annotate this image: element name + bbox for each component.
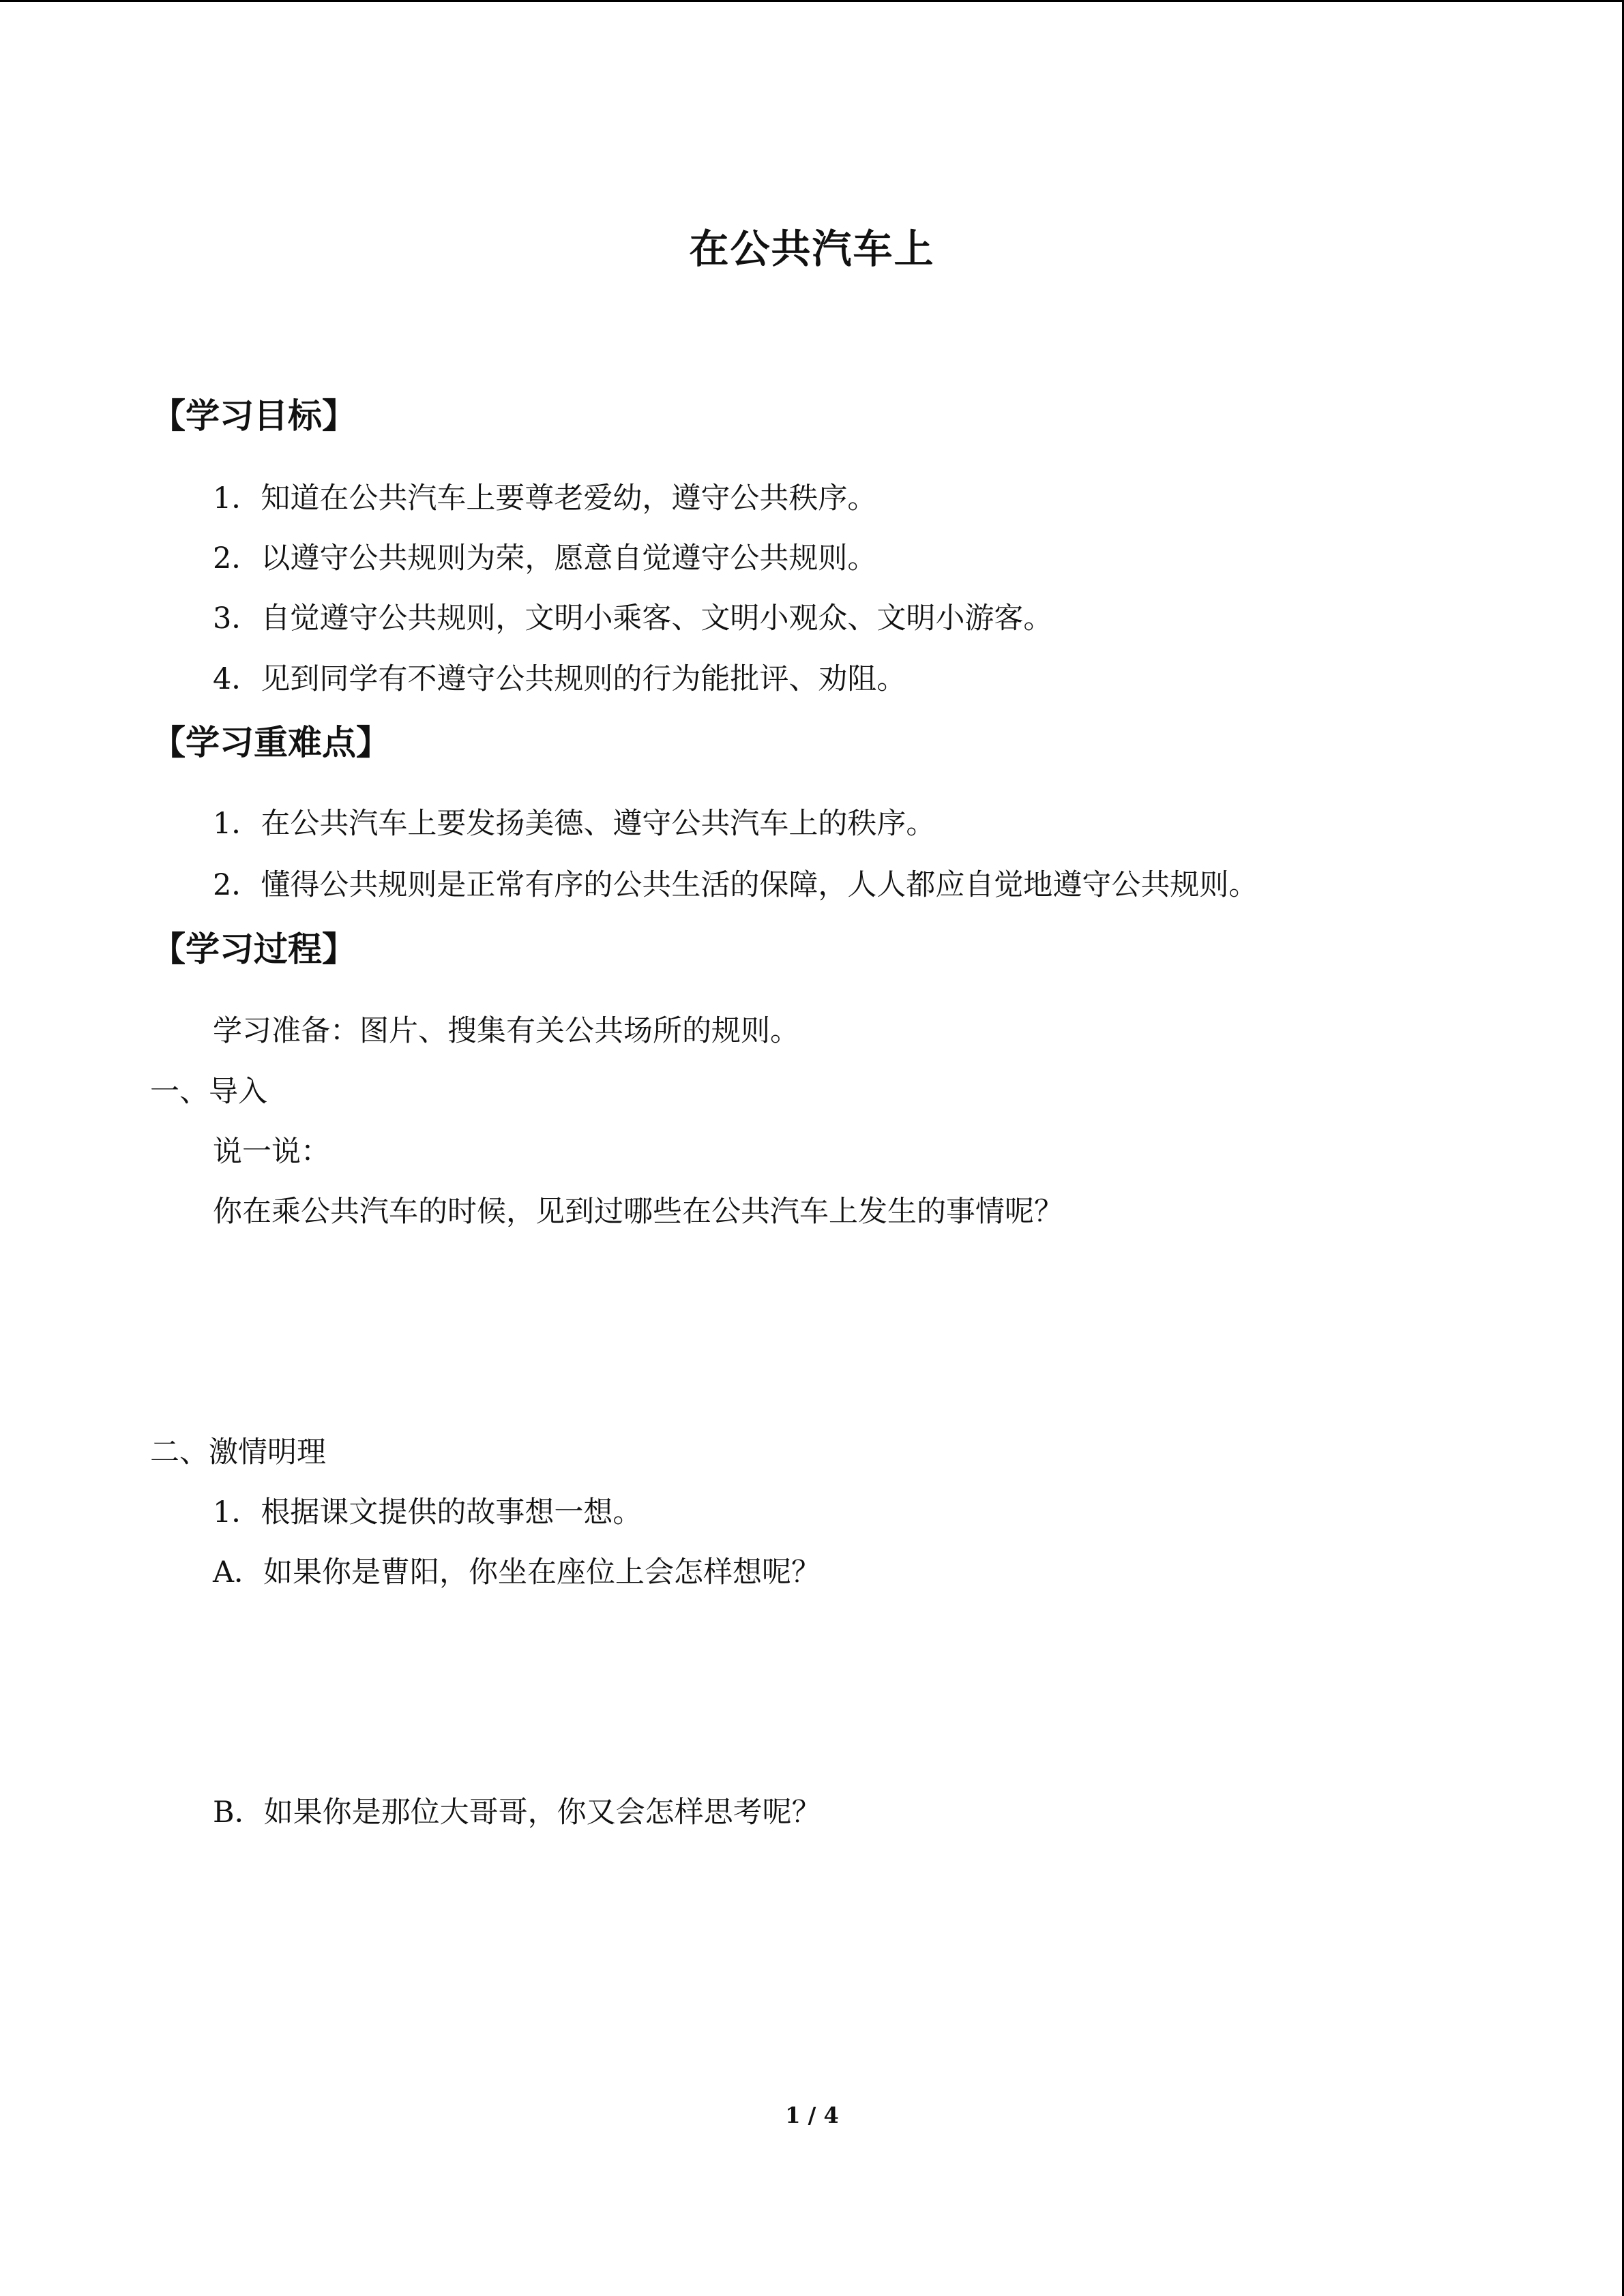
section-heading-goals: 【学习目标】 [151,396,356,436]
process-preparation: 学习准备：图片、搜集有关公共场所的规则。 [213,1014,799,1048]
goal-item-4: 4．见到同学有不遵守公共规则的行为能批评、劝阻。 [213,662,906,696]
part2-heading: 二、激情明理 [150,1435,326,1470]
key-point-item-2: 2．懂得公共规则是正常有序的公共生活的保障，人人都应自觉地遵守公共规则。 [213,868,1258,902]
goal-item-2: 2．以遵守公共规则为荣，愿意自觉遵守公共规则。 [213,541,877,576]
page-number: 1 / 4 [785,2102,839,2128]
part2-question-b: B．如果你是那位大哥哥，你又会怎样思考呢？ [213,1795,821,1830]
key-point-item-1: 1．在公共汽车上要发扬美德、遵守公共汽车上的秩序。 [213,807,936,841]
section-heading-process: 【学习过程】 [151,929,356,969]
part1-heading: 一、导入 [150,1075,267,1109]
part1-prompt: 说一说： [213,1135,330,1169]
part2-item-1: 1．根据课文提供的故事想一想。 [213,1495,643,1530]
goal-item-1: 1．知道在公共汽车上要尊老爱幼，遵守公共秩序。 [213,481,877,516]
goal-item-3: 3．自觉遵守公共规则，文明小乘客、文明小观众、文明小游客。 [213,601,1053,636]
section-heading-key-points: 【学习重难点】 [151,723,390,762]
page-title: 在公共汽车上 [689,226,935,272]
part1-question: 你在乘公共汽车的时候，见到过哪些在公共汽车上发生的事情呢？ [213,1195,1063,1229]
part2-question-a: A．如果你是曹阳，你坐在座位上会怎样想呢？ [213,1555,821,1590]
